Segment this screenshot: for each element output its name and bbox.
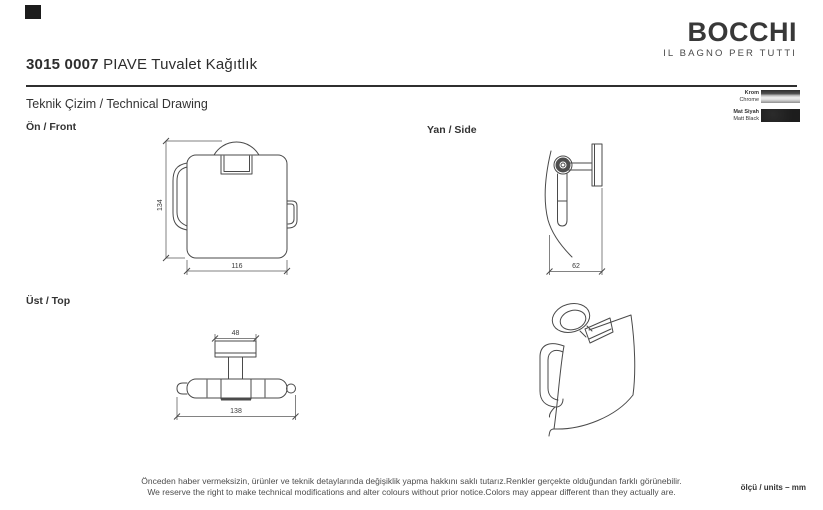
front-dim-height-lines [166, 141, 222, 258]
footer-disclaimer [0, 476, 823, 498]
finish-matte-black-label-tr: Mat Siyah [733, 109, 759, 115]
persp-flap-outline [549, 315, 635, 436]
finish-chrome-swatch [761, 90, 800, 103]
top-wall-plate [215, 341, 256, 357]
side-rod [558, 174, 568, 226]
top-view-drawing [170, 325, 305, 425]
finish-matte-black [689, 109, 800, 122]
side-wall-plate [592, 144, 602, 186]
front-cover-flap [187, 155, 287, 258]
finish-chrome-label-en: Chrome [739, 96, 759, 103]
top-dim-bracket-value: 48 [231, 330, 240, 337]
front-roll-edge-inner [177, 167, 187, 226]
header-divider [26, 85, 797, 87]
finish-chrome-labels [689, 90, 759, 103]
front-latch-inner [287, 204, 294, 224]
top-view-label: Üst / Top [26, 295, 71, 307]
finish-matte-black-swatch [761, 109, 800, 122]
side-view-drawing [540, 138, 610, 278]
brand-tagline: IL BAGNO PER TUTTI [663, 48, 797, 59]
top-left-pin-cap [177, 383, 187, 394]
top-dim-total-value: 138 [230, 408, 242, 415]
front-view-label: Ön / Front [26, 121, 77, 133]
perspective-drawing [530, 295, 645, 440]
finish-matte-black-labels [689, 109, 759, 122]
persp-roll-holder-inner [548, 350, 563, 400]
brand-wordmark: BOCCHI [687, 17, 797, 47]
persp-ring-outer [549, 299, 593, 336]
footer-disclaimer-en: We reserve the right to make technical modifications and alter colours without prior notice.Colors may appear different than they actually are. [147, 487, 676, 497]
side-dim-depth-value: 62 [572, 263, 580, 270]
persp-clip [585, 318, 613, 343]
bocchi-logo [663, 19, 797, 59]
footer-disclaimer-tr: Önceden haber vermeksizin, ürünler ve teknik detaylarında değişiklik yapma hakkını saklı tutarız.Renkler gerçekte olduğundan farklı görünebilir. [141, 476, 682, 486]
finish-chrome [689, 90, 800, 103]
finish-chrome-label-tr: Krom [744, 90, 759, 96]
front-roll-edge-outer [173, 163, 187, 230]
front-hinge-bracket-inner [224, 156, 250, 172]
top-center-block [221, 379, 251, 399]
front-dome-arc [214, 142, 259, 155]
product-title [26, 56, 257, 73]
finish-matte-black-label-en: Matt Black [733, 115, 759, 122]
top-right-pin-cap [287, 384, 296, 393]
side-view-label: Yan / Side [427, 124, 477, 136]
units-label: ölçü / units – mm [740, 483, 806, 492]
front-view-drawing [150, 135, 310, 285]
brand-square-mark [25, 5, 41, 19]
top-stem [229, 357, 243, 379]
persp-ring-inner [558, 307, 588, 332]
persp-flap-left-edge [554, 346, 564, 429]
product-code: 3015 0007 [26, 56, 99, 73]
section-title: Teknik Çizim / Technical Drawing [26, 97, 208, 111]
side-knob-center [561, 163, 565, 167]
top-holder-bar [187, 379, 287, 398]
front-dim-height-value: 134 [157, 199, 164, 211]
top-bar-dividers [207, 380, 265, 397]
product-name: PIAVE Tuvalet Kağıtlık [103, 56, 258, 73]
persp-roll-holder-foot [549, 407, 555, 417]
front-dim-width-value: 116 [231, 263, 243, 270]
